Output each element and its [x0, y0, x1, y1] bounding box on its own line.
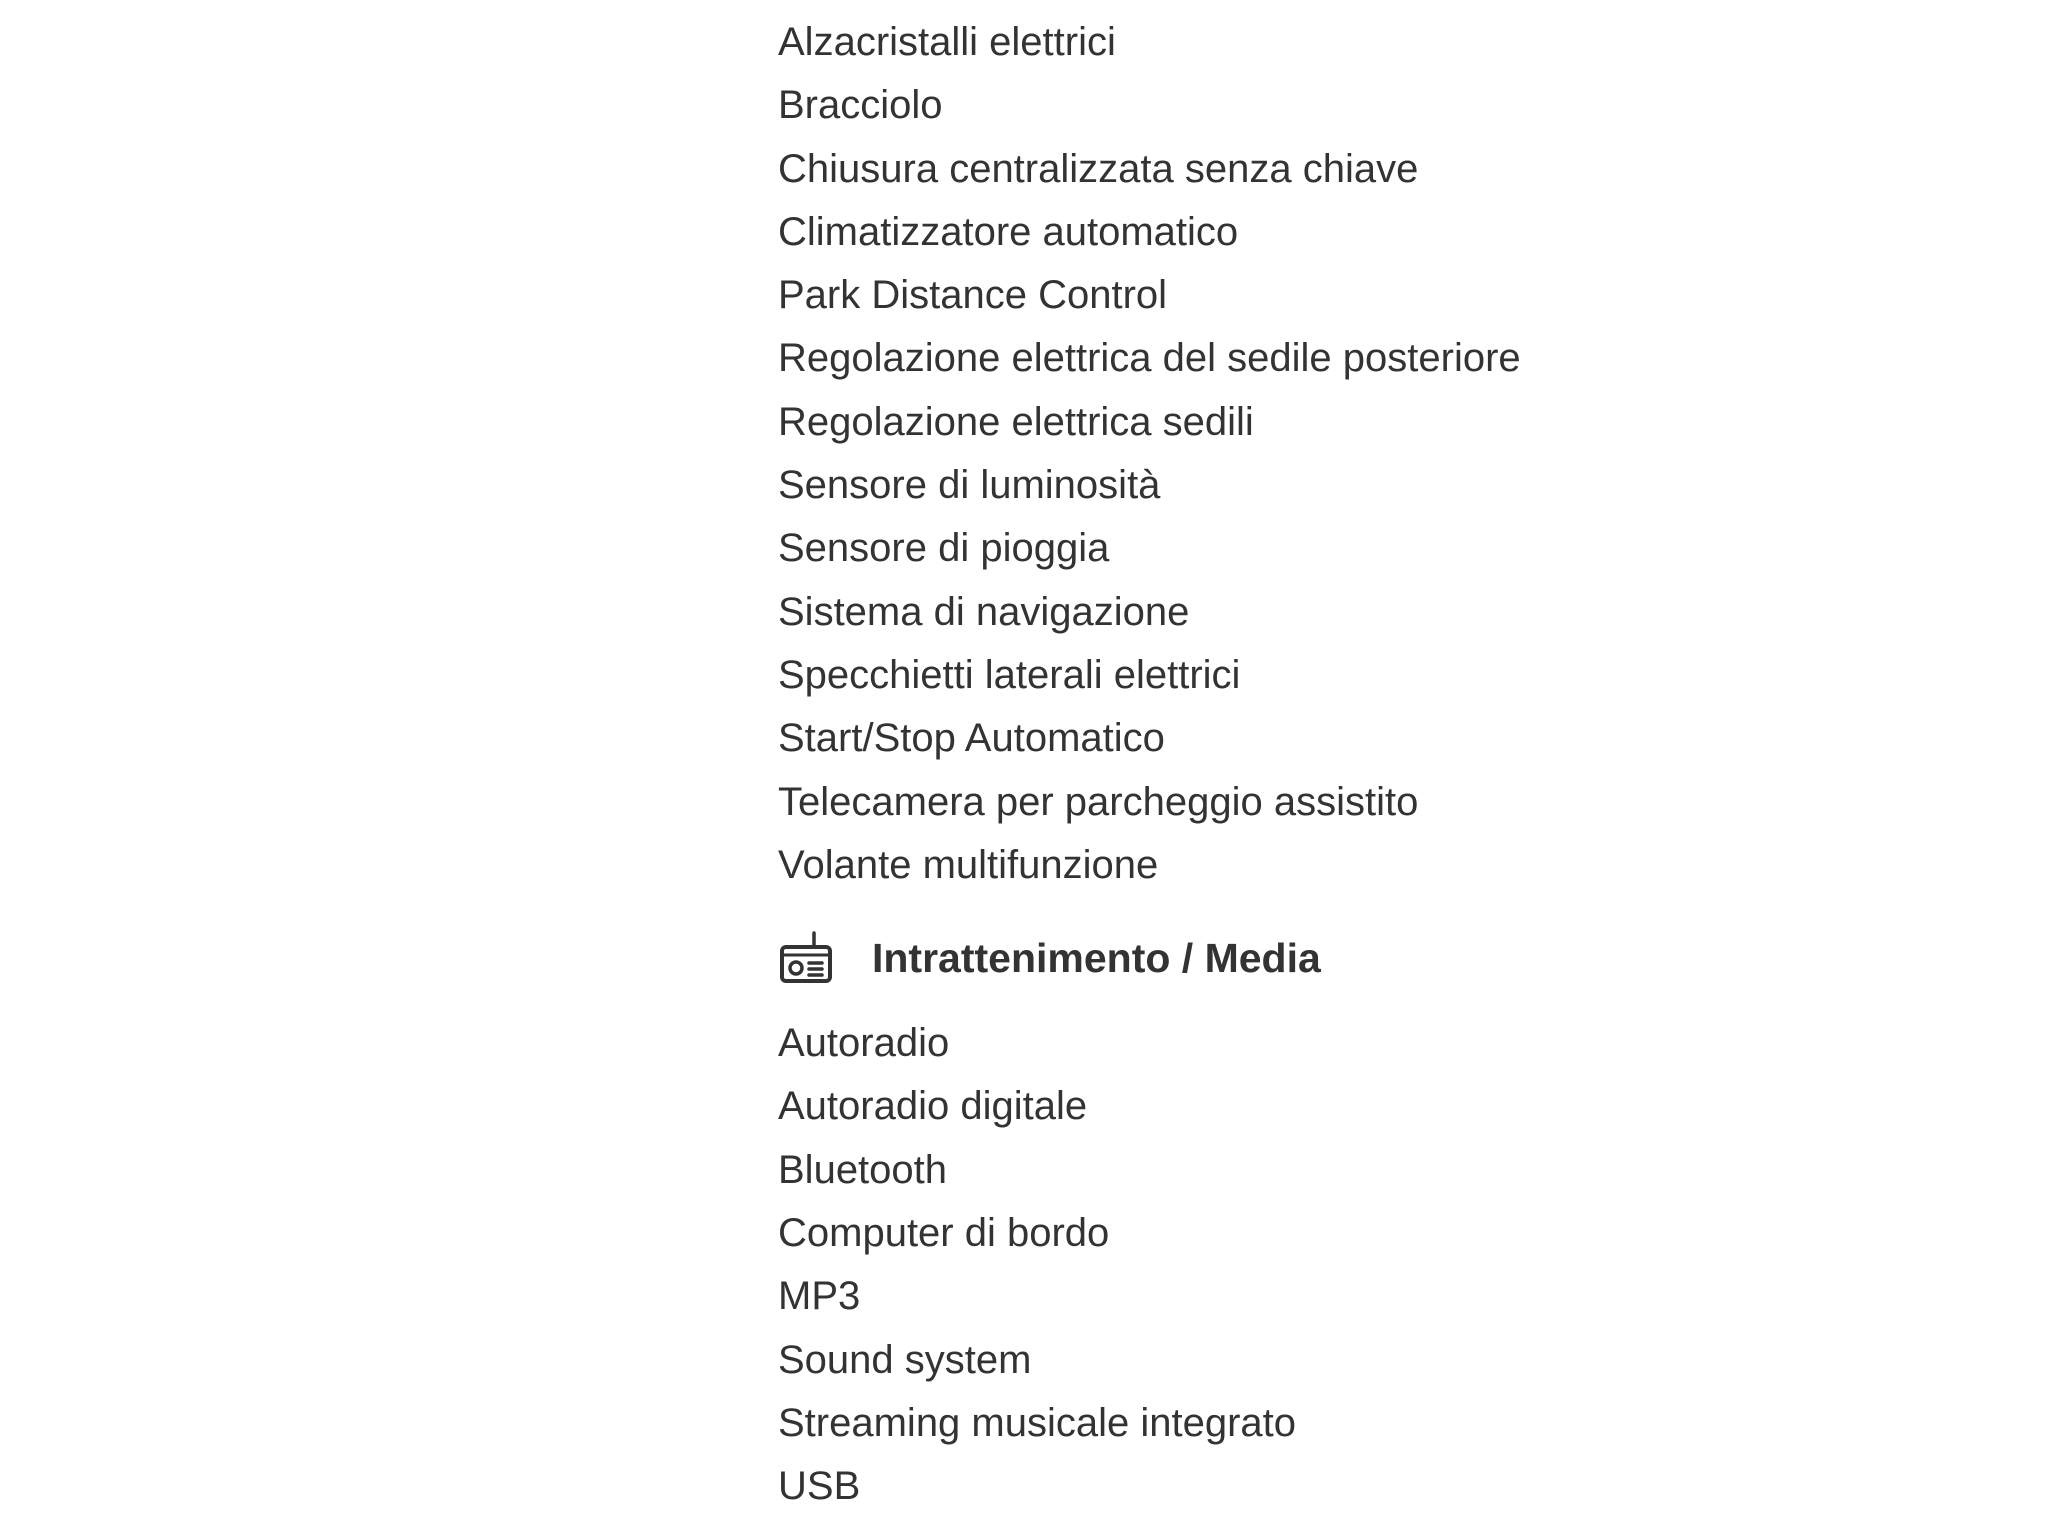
- list-item: Streaming musicale integrato: [778, 1400, 1297, 1445]
- radio-icon: [778, 930, 836, 988]
- media-section-header: [778, 911, 1678, 1006]
- list-item: Specchietti laterali elettrici: [778, 652, 1241, 697]
- list-item: Bluetooth: [778, 1147, 948, 1192]
- list-item: Autoradio: [778, 1021, 950, 1066]
- list-item: USB: [778, 1464, 861, 1509]
- media-feature-list: [778, 1006, 1678, 1518]
- list-item: Autoradio digitale: [778, 1084, 1088, 1129]
- list-item: Sensore di luminosità: [778, 463, 1161, 508]
- list-item: Sound system: [778, 1337, 1032, 1382]
- section-title: Intrattenimento / Media: [872, 935, 1321, 982]
- comfort-feature-list: [778, 0, 1678, 897]
- list-item: Sensore di pioggia: [778, 526, 1110, 571]
- list-item: Regolazione elettrica del sedile posteriore: [778, 336, 1521, 381]
- list-item: Volante multifunzione: [778, 842, 1159, 887]
- list-item: Chiusura centralizzata senza chiave: [778, 146, 1419, 191]
- equipment-list-column: [778, 0, 1678, 1519]
- list-item: Regolazione elettrica sedili: [778, 399, 1254, 444]
- list-item: Alzacristalli elettrici: [778, 20, 1116, 64]
- list-item: Sistema di navigazione: [778, 589, 1190, 634]
- list-item: MP3: [778, 1274, 861, 1319]
- list-item: Park Distance Control: [778, 273, 1168, 318]
- list-item: Climatizzatore automatico: [778, 209, 1239, 254]
- list-item: Start/Stop Automatico: [778, 716, 1165, 761]
- list-item: Computer di bordo: [778, 1211, 1110, 1256]
- list-item: Telecamera per parcheggio assistito: [778, 779, 1419, 824]
- list-item: Bracciolo: [778, 83, 943, 128]
